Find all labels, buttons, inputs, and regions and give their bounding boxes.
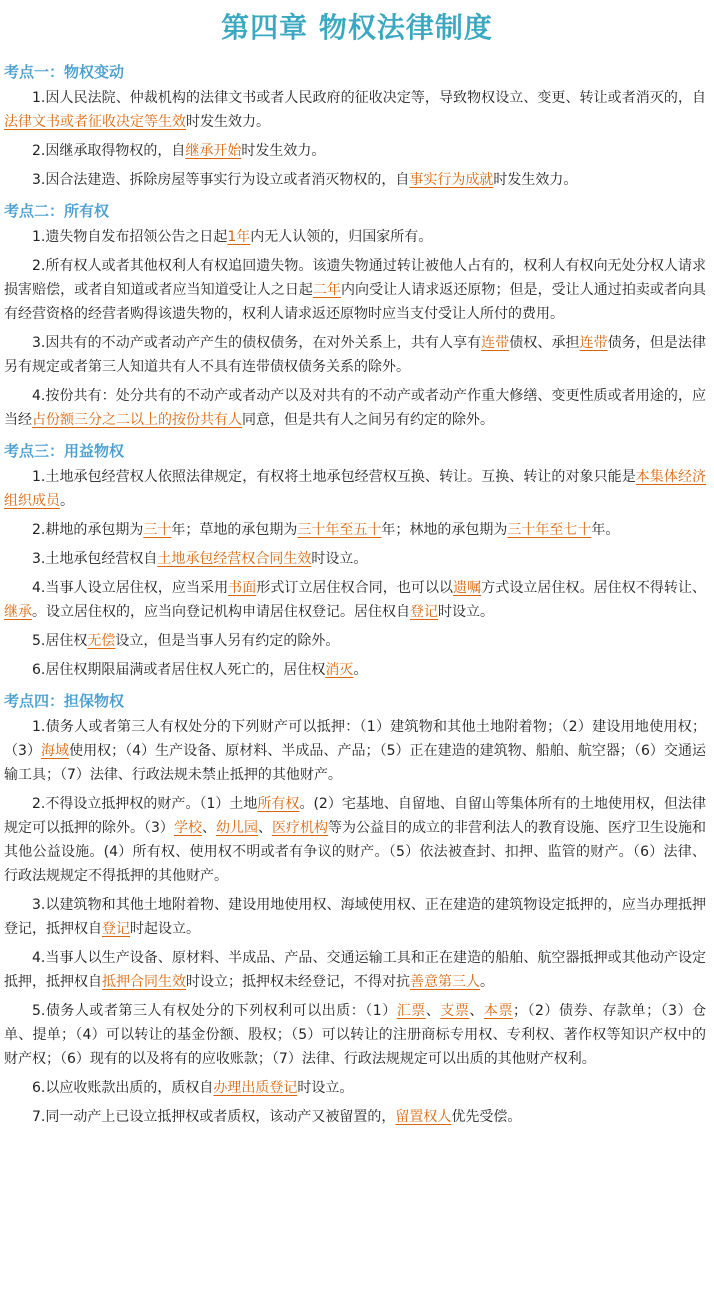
paragraph (0, 946, 714, 994)
paragraph-text: ；（2）债券、存款单；（3）仓单、提单；（4）可以转让的基金份额、股权；（5）可以转让的注册商标专用权、专利权、著作权等知识产权中的财产权；（6）现有的以及将有的应收账款；（7）法律、行政法规规定可以出质的其他财产权利。 (4, 1003, 707, 1067)
paragraph-text: 4.当事人以生产设备、原材料、半成品、产品、交通运输工具和正在建造的船舶、航空器抵押或其他动产设定抵押，抵押权自 (4, 950, 706, 990)
paragraph-text: 。(2）宅基地、自留地、自留山等集体所有的土地使用权，但法律规定可以抵押的除外。（3） (4, 796, 707, 836)
paragraph-text: 3.因共有的不动产或者动产产生的债权债务，在对外关系上，共有人享有 (32, 335, 482, 351)
highlighted-term: 医疗机构 (272, 820, 329, 836)
highlighted-term: 所有权 (257, 796, 300, 812)
paragraph-text: 设立，但是当事人另有约定的除外。 (115, 633, 340, 649)
paragraph-text: 1.因人民法院、仲裁机构的法律文书或者人民政府的征收决定等，导致物权设立、变更、转让或者消灭的，自 (32, 90, 706, 106)
paragraph (0, 893, 714, 941)
paragraph-text: 时设立。 (311, 551, 368, 567)
paragraph-text: 7.同一动产上已设立抵押权或者质权，该动产又被留置的， (32, 1109, 396, 1125)
highlighted-term: 占份额三分之二以上的按份共有人 (32, 412, 242, 428)
highlighted-term: 幼儿园 (215, 820, 258, 836)
paragraph-text: 债务，但是法律另有规定或者第三人知道共有人不具有连带债权债务关系的除外。 (4, 335, 707, 375)
paragraph-text: 债权、承担 (509, 335, 580, 351)
paragraph-text: 2.因继承取得物权的，自 (32, 143, 186, 159)
highlighted-term: 登记 (410, 604, 438, 620)
highlighted-term: 无偿 (87, 633, 116, 649)
paragraph (0, 465, 714, 513)
paragraph (0, 518, 714, 542)
paragraph-text: 5.债务人或者第三人有权处分的下列权利可以出质：（1） (32, 1003, 397, 1019)
paragraph-text: 、 (257, 820, 272, 836)
paragraph-text: 3.因合法建造、拆除房屋等事实行为设立或者消灭物权的，自 (32, 172, 410, 188)
paragraph (0, 999, 714, 1071)
paragraph-text: 、 (425, 1003, 441, 1019)
paragraph (0, 1105, 714, 1129)
paragraph-text: 。 (480, 974, 494, 990)
paragraph (0, 384, 714, 432)
paragraph-text: 4.当事人设立居住权，应当采用 (32, 580, 229, 596)
highlighted-term: 继承 (4, 604, 32, 620)
highlighted-term: 支票 (440, 1003, 470, 1019)
paragraph (0, 792, 714, 888)
paragraph (0, 1076, 714, 1100)
paragraph (0, 168, 714, 192)
paragraph-text: 年；林地的承包期为 (381, 522, 508, 538)
paragraph (0, 629, 714, 653)
highlighted-term: 登记 (102, 921, 130, 937)
highlighted-term: 本票 (483, 1003, 513, 1019)
paragraph-text: 6.以应收账款出质的，质权自 (32, 1080, 214, 1096)
highlighted-term: 二年 (312, 282, 341, 298)
paragraph-text: 时发生效力。 (241, 143, 326, 159)
paragraph-text: 、 (201, 820, 216, 836)
paragraph-text: 时设立。 (297, 1080, 354, 1096)
highlighted-term: 善意第三人 (410, 974, 480, 990)
paragraph-text: 内向受让人请求返还原物；但是，受让人通过拍卖或者向具有经营资格的经营者购得该遗失物的，权利人请求返还原物时应当支付受让人所付的费用。 (4, 282, 707, 322)
highlighted-term: 继承开始 (185, 143, 242, 159)
paragraph (0, 547, 714, 571)
paragraph-text: 。设立居住权的，应当向登记机构申请居住权登记。居住权自 (32, 604, 410, 620)
paragraph-text: 3.土地承包经营权自 (32, 551, 158, 567)
highlighted-term: 土地承包经营权合同生效 (157, 551, 312, 567)
highlighted-term: 遗嘱 (453, 580, 482, 596)
paragraph (0, 331, 714, 379)
paragraph (0, 86, 714, 134)
paragraph-text: 优先受偿。 (451, 1109, 522, 1125)
highlighted-term: 书面 (228, 580, 257, 596)
highlighted-term: 三十年至七十 (507, 522, 592, 538)
section-heading: 考点二：所有权 (4, 202, 110, 220)
paragraph-text: 使用权；（4）生产设备、原材料、半成品、产品；（5）正在建造的建筑物、船舶、航空器；（6）交通运输工具；（7）法律、行政法规未禁止抵押的其他财产。 (4, 743, 706, 783)
paragraph (0, 715, 714, 787)
paragraph-text: 方式设立居住权。居住权不得转让、 (481, 580, 707, 596)
paragraph-text: 。 (353, 662, 368, 678)
highlighted-term: 留置权人 (395, 1109, 452, 1125)
highlighted-term: 三十年至五十 (297, 522, 382, 538)
paragraph-text: 1.遗失物自发布招领公告之日起 (32, 229, 228, 245)
highlighted-term: 法律文书或者征收决定等生效 (4, 114, 186, 130)
paragraph-text: 。 (60, 493, 74, 509)
paragraph-text: 3.以建筑物和其他土地附着物、建设用地使用权、海域使用权、正在建造的建筑物设定抵押的，应当办理抵押登记，抵押权自 (4, 897, 706, 937)
paragraph-text: 等为公益目的成立的非营利法人的教育设施、医疗卫生设施和其他公益设施。(4）所有权、使用权不明或者有争议的财产。（5）依法被查封、扣押、监管的财产。（6）法律、行政法规规定不得抵押的其他财产。 (4, 820, 707, 884)
highlighted-term: 三十 (143, 522, 172, 538)
highlighted-term: 事实行为成就 (409, 172, 494, 188)
section-heading: 考点四：担保物权 (4, 692, 125, 710)
paragraph-text: 5.居住权 (32, 633, 88, 649)
paragraph-text: 2.不得设立抵押权的财产。（1）土地 (32, 796, 258, 812)
highlighted-term: 连带 (579, 335, 608, 351)
highlighted-term: 海域 (41, 743, 70, 759)
document-content (0, 58, 714, 1129)
highlighted-term: 连带 (481, 335, 510, 351)
paragraph (0, 658, 714, 682)
paragraph-text: 1.土地承包经营权人依照法律规定，有权将土地承包经营权互换、转让。互换、转让的对象只能是 (32, 469, 636, 485)
section-heading: 考点一：物权变动 (4, 63, 125, 81)
paragraph (0, 254, 714, 326)
paragraph-text: 内无人认领的，归国家所有。 (250, 229, 433, 245)
paragraph-text: 年；草地的承包期为 (171, 522, 298, 538)
paragraph-text: 同意，但是共有人之间另有约定的除外。 (242, 412, 494, 428)
paragraph-text: 时发生效力。 (493, 172, 578, 188)
paragraph-text: 2.耕地的承包期为 (32, 522, 144, 538)
paragraph (0, 225, 714, 249)
highlighted-term: 1年 (227, 229, 251, 245)
highlighted-term: 汇票 (396, 1003, 426, 1019)
paragraph-text: 时设立。 (438, 604, 494, 620)
paragraph-text: 6.居住权期限届满或者居住权人死亡的，居住权 (32, 662, 326, 678)
paragraph (0, 576, 714, 624)
highlighted-term: 本集体经济组织成员 (4, 469, 707, 509)
paragraph-text: 年。 (591, 522, 620, 538)
paragraph-text: 4.按份共有：处分共有的不动产或者动产以及对共有的不动产或者动产作重大修缮、变更性质或者用途的，应当经 (4, 388, 706, 428)
paragraph-text: 2.所有权人或者其他权利人有权追回遗失物。该遗失物通过转让被他人占有的，权利人有权向无处分权人请求损害赔偿，或者自知道或者应当知道受让人之日起 (4, 258, 706, 298)
paragraph-text: 时发生效力。 (186, 114, 270, 130)
highlighted-term: 学校 (173, 820, 202, 836)
highlighted-term: 抵押合同生效 (102, 974, 186, 990)
paragraph-text: 、 (469, 1003, 484, 1019)
highlighted-term: 办理出质登记 (213, 1080, 298, 1096)
document-title: 第四章 物权法律制度 (221, 11, 493, 44)
paragraph-text: 时设立；抵押权未经登记，不得对抗 (186, 974, 410, 990)
paragraph-text: 形式订立居住权合同，也可以以 (256, 580, 454, 596)
paragraph-text: 时起设立。 (130, 921, 200, 937)
paragraph-text: 1.债务人或者第三人有权处分的下列财产可以抵押：（1）建筑物和其他土地附着物；（2）建设用地使用权；（3） (4, 719, 706, 759)
section-heading: 考点三：用益物权 (4, 442, 125, 460)
paragraph (0, 139, 714, 163)
highlighted-term: 消灭 (325, 662, 354, 678)
